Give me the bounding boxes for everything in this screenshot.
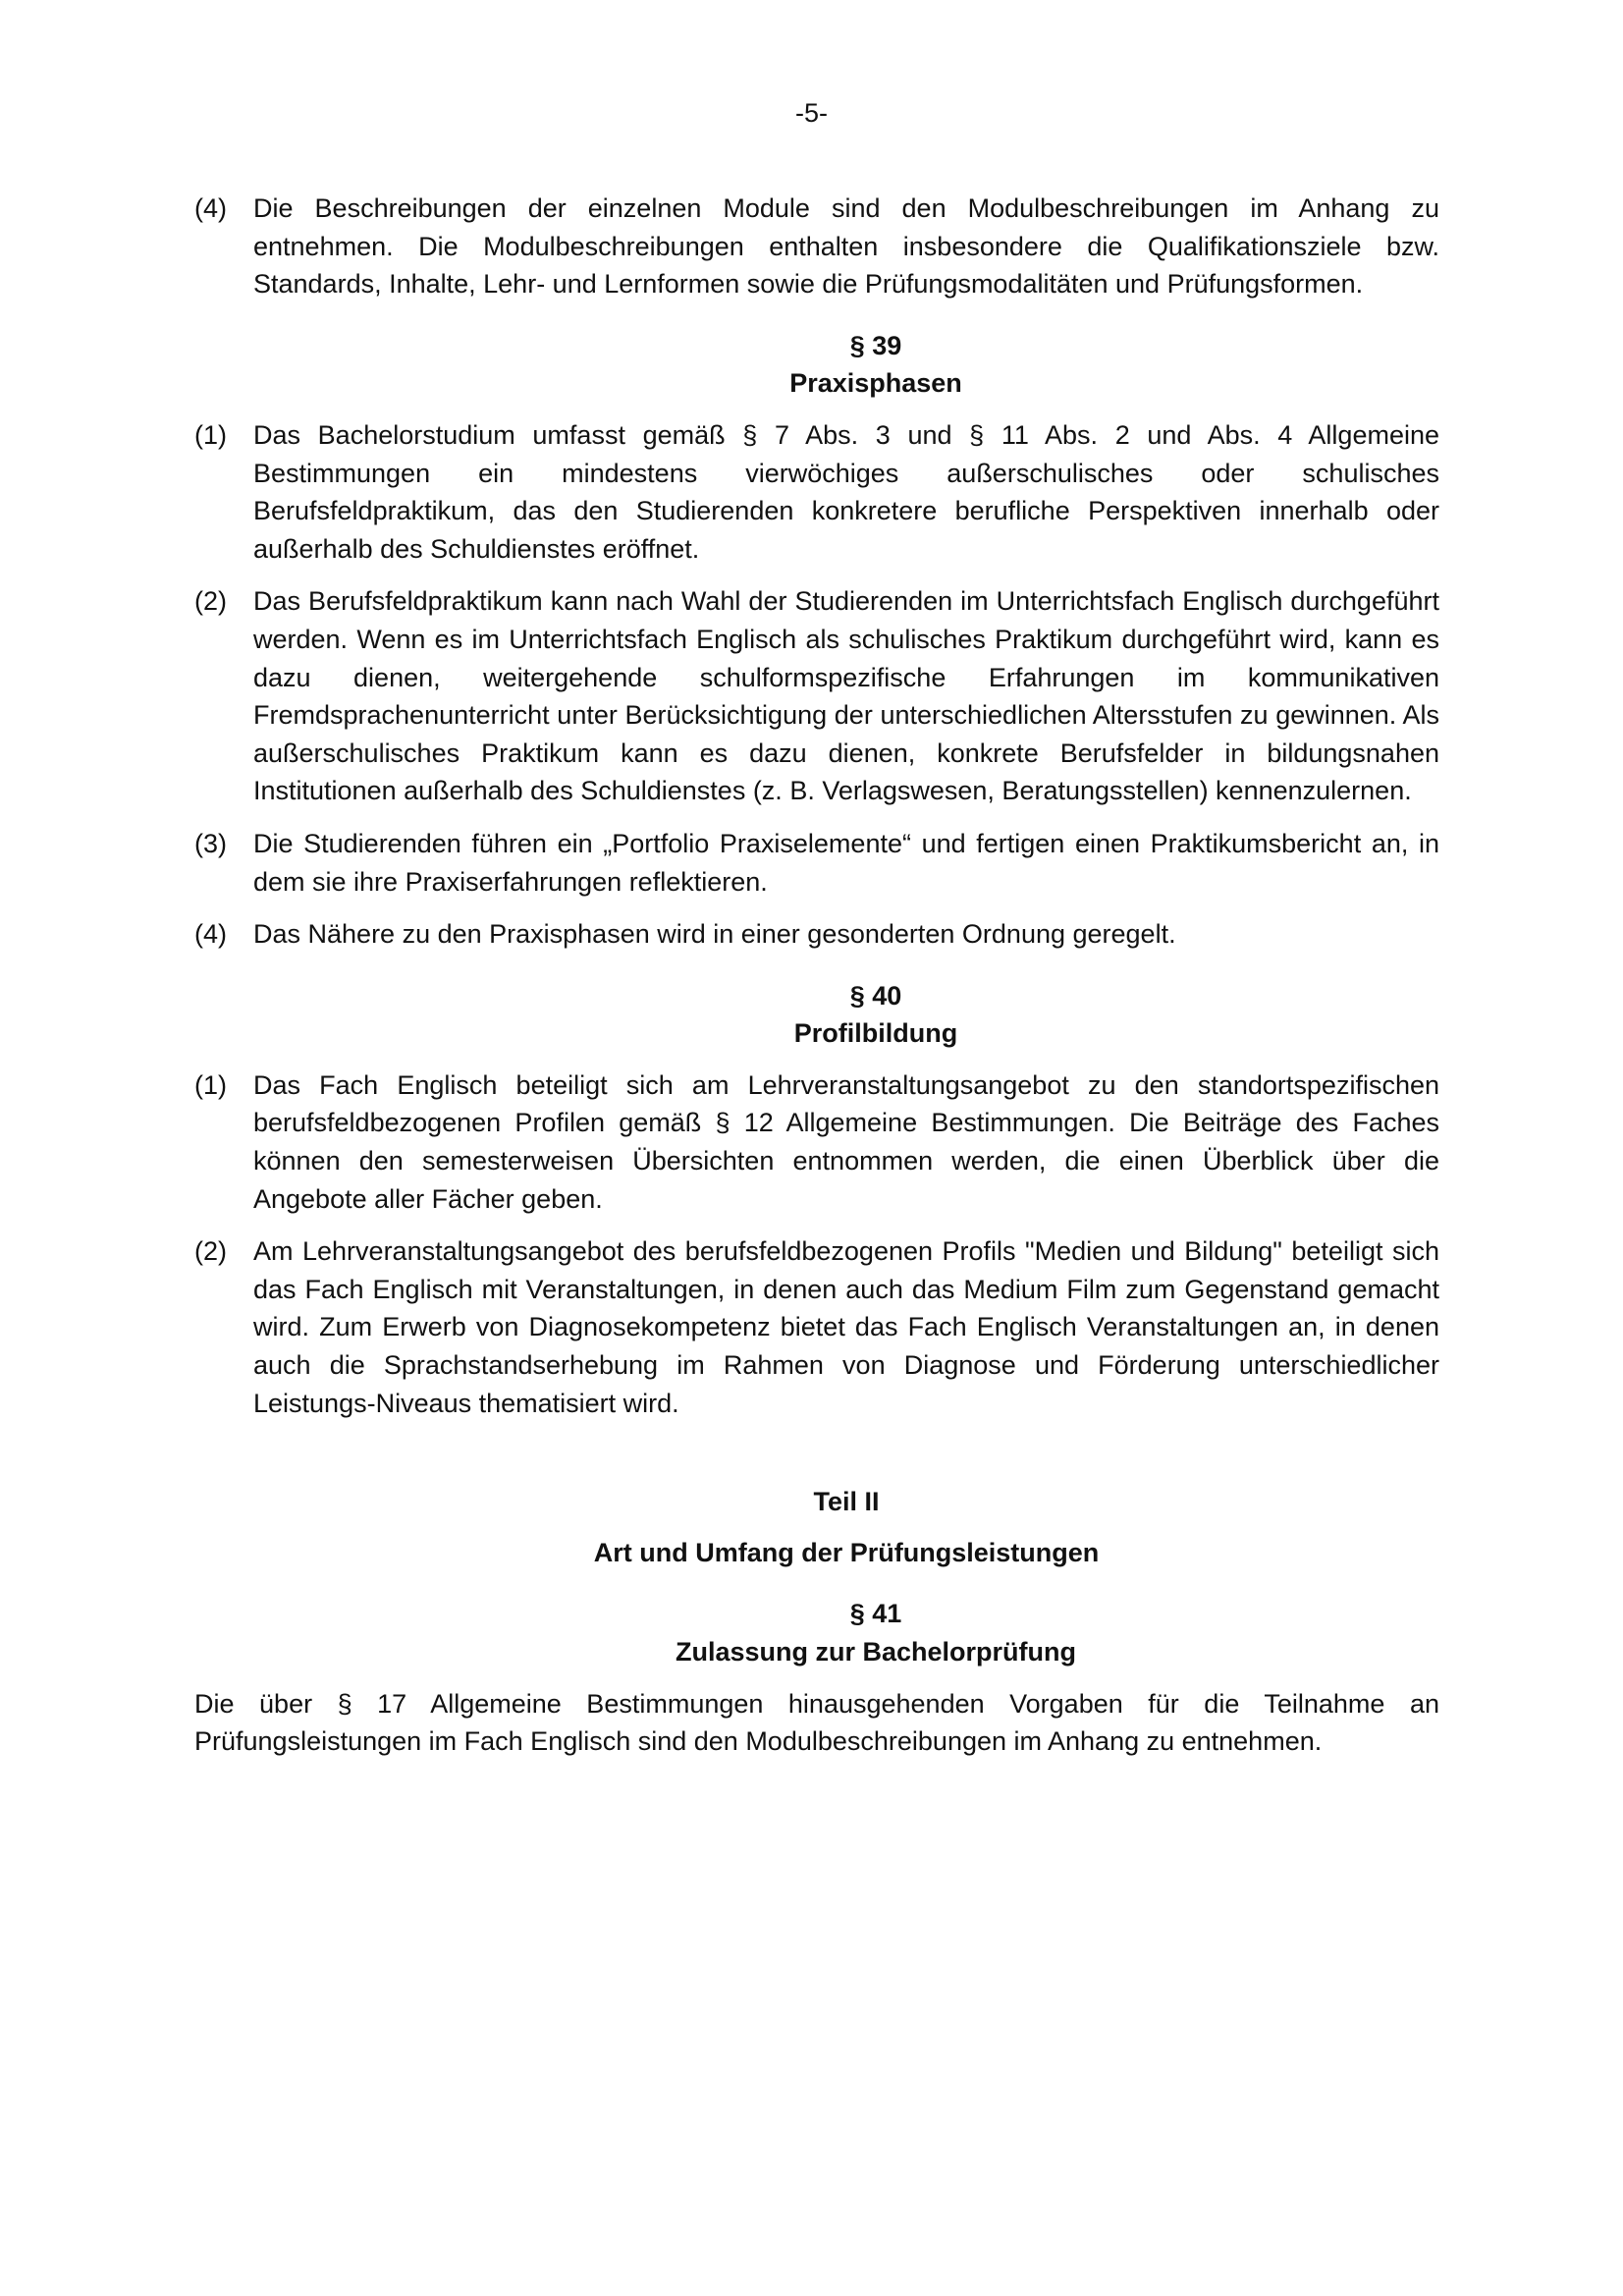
paragraph-text: Das Berufsfeldpraktikum kann nach Wahl der Studierenden im Unterrichtsfach Englisch durchgeführt werden. Wenn es im Unterrichtsfach Englisch als schulisches Praktikum durchgeführt wird, kann es dazu dienen, weitergehende schulformspezifische Erfahrungen im kommunikativen Fremdsprachenunterricht unter Berücksichtigung der unterschiedlichen Altersstufen zu gewinnen. Als außerschulisches Praktikum kann es dazu dienen, konkrete Berufsfelder in bildungsnahen Institutionen außerhalb des Schuldienstes (z. B. Verlagswesen, Beratungsstellen) kennenzulernen.: [253, 586, 1439, 806]
section-39-paragraph: [194, 915, 1439, 954]
section-title: Profilbildung: [793, 1018, 958, 1049]
section-41-heading: [194, 1595, 1439, 1670]
paragraph-number: (4): [194, 919, 227, 950]
section-39-paragraph: [194, 825, 1439, 901]
section-number: § 39: [849, 330, 902, 360]
paragraph-number: (4): [194, 193, 227, 223]
section-40-paragraph: [194, 1066, 1439, 1218]
paragraph-text: Das Bachelorstudium umfasst gemäß § 7 Abs. 3 und § 11 Abs. 2 und Abs. 4 Allgemeine Bestimmungen ein mindestens vierwöchiges außerschulisches oder schulisches Berufsfeldpraktikum, das den Studierenden konkretere berufliche Perspektiven innerhalb oder außerhalb des Schuldienstes eröffnet.: [253, 419, 1439, 564]
paragraph-text: Die Studierenden führen ein „Portfolio Praxiselemente“ und fertigen einen Praktikumsbericht an, in dem sie ihre Praxiserfahrungen reflektieren.: [253, 828, 1439, 897]
section-39-heading: [194, 327, 1439, 403]
section-41-text: Die über § 17 Allgemeine Bestimmungen hinausgehenden Vorgaben für die Teilnahme an Prüfungsleistungen im Fach Englisch sind den Modulbeschreibungen im Anhang zu entnehmen.: [194, 1688, 1439, 1757]
paragraph-number: (2): [194, 586, 227, 617]
paragraph-text: Die Beschreibungen der einzelnen Module sind den Modulbeschreibungen im Anhang zu entnehmen. Die Modulbeschreibungen enthalten insbesondere die Qualifikationsziele bzw. Standards, Inhalte, Lehr- und Lernformen sowie die Prüfungsmodalitäten und Prüfungsformen.: [253, 193, 1439, 300]
section-title: Praxisphasen: [789, 368, 962, 399]
section-title: Zulassung zur Bachelorprüfung: [675, 1637, 1077, 1667]
section-39-paragraph: [194, 416, 1439, 568]
paragraph-number: (1): [194, 1069, 227, 1100]
part-title: Teil II: [813, 1487, 880, 1517]
page-number: -5-: [795, 98, 828, 128]
part-subtitle: Art und Umfang der Prüfungsleistungen: [593, 1537, 1100, 1567]
document-body: [194, 190, 1439, 1761]
section-number: § 40: [849, 980, 902, 1011]
intro-paragraph: [194, 190, 1439, 303]
paragraph-number: (3): [194, 828, 227, 858]
paragraph-text: Das Fach Englisch beteiligt sich am Lehrveranstaltungsangebot zu den standortspezifischen berufsfeldbezogenen Profilen gemäß § 12 Allgemeine Bestimmungen. Die Beiträge des Faches können den semesterweisen Übersichten entnommen werden, die einen Überblick über die Angebote aller Fächer geben.: [253, 1069, 1439, 1214]
paragraph-number: (2): [194, 1236, 227, 1267]
paragraph-number: (1): [194, 419, 227, 450]
paragraph-text: Am Lehrveranstaltungsangebot des berufsfeldbezogenen Profils "Medien und Bildung" beteiligt sich das Fach Englisch mit Veranstaltungen, in denen auch das Medium Film zum Gegenstand gemacht wird. Zum Erwerb von Diagnosekompetenz bietet das Fach Englisch Veranstaltungen an, in denen auch die Sprachstandserhebung im Rahmen von Diagnose und Förderung unterschiedlicher Leistungs-Niveaus thematisiert wird.: [253, 1236, 1439, 1418]
section-39-paragraph: [194, 582, 1439, 810]
section-number: § 41: [849, 1599, 902, 1629]
section-40-heading: [194, 977, 1439, 1053]
paragraph-text: Das Nähere zu den Praxisphasen wird in einer gesonderten Ordnung geregelt.: [253, 919, 1176, 950]
section-40-paragraph: [194, 1232, 1439, 1422]
